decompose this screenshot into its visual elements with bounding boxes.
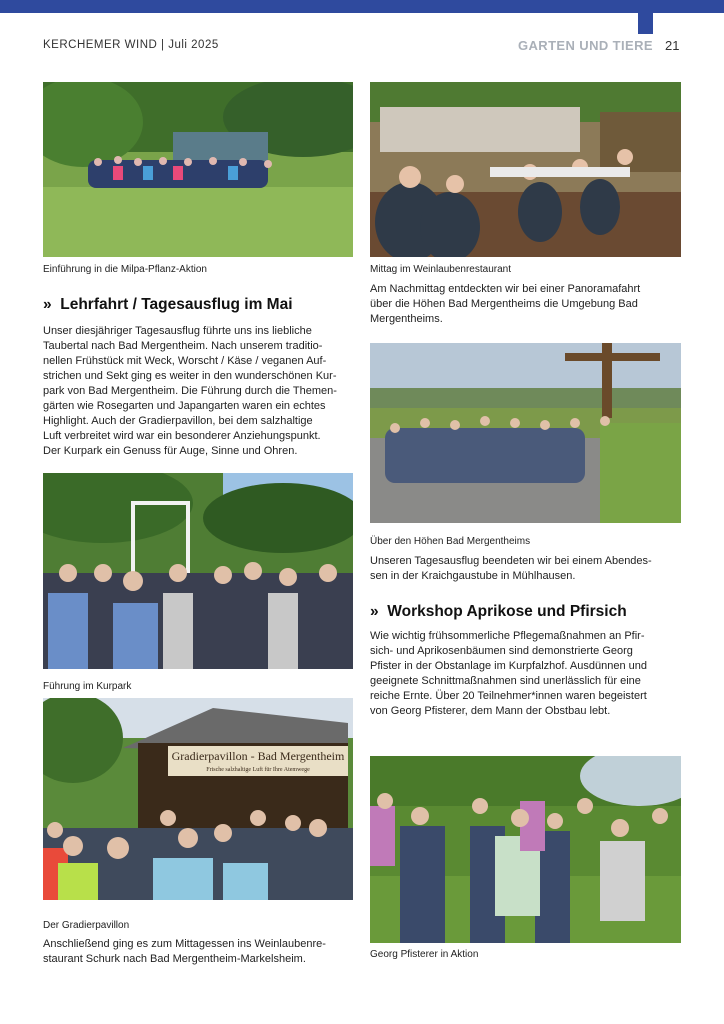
caption-pfisterer: Georg Pfisterer in Aktion	[370, 949, 479, 960]
article-body-closing	[370, 554, 681, 584]
text-line: über die Höhen Bad Mergentheims die Umgebung Bad	[370, 298, 638, 310]
text-line: geeignete Schnittmaßnahmen sind unerlässlich für eine	[370, 675, 641, 687]
text-line: park von Bad Mergentheim. Die Führung durch die Themen-	[43, 385, 337, 397]
photo-kurpark	[43, 473, 353, 669]
pavillon-sign-title: Gradierpavillon - Bad Mergentheim	[171, 749, 345, 763]
article-body-afternoon	[370, 282, 681, 327]
text-line: reiche Ernte. Über 20 Teilnehmer*innen waren begeistert	[370, 690, 647, 702]
photo-hoehen	[370, 343, 681, 523]
article-body-lehrfahrt	[43, 324, 353, 459]
text-line: Der Kurpark ein Genuss für Auge, Sinne und Ohren.	[43, 445, 298, 457]
text-line: Taubertal nach Bad Mergentheim. Nach unserem traditio-	[43, 340, 323, 352]
text-line: Luft verbreitet wird war ein besonderer Anziehungspunkt.	[43, 430, 321, 442]
section-title: GARTEN UND TIERE	[518, 38, 653, 53]
pavillon-sign-subtitle: Frische salzhaltige Luft für Ihre Atemwege	[206, 767, 310, 773]
heading-marker: »	[43, 296, 52, 313]
text-line: sen in der Kraichgaustube in Mühlhausen.	[370, 570, 576, 582]
text-line: Wie wichtig frühsommerliche Pflegemaßnahmen an Pfir-	[370, 630, 645, 642]
caption-hoehen: Über den Höhen Bad Mergentheims	[370, 536, 531, 547]
page-tab-marker	[638, 13, 653, 34]
text-line: Anschließend ging es zum Mittagessen ins Weinlaubenre-	[43, 938, 326, 950]
text-line: Highlight. Auch der Gradierpavillon, bei dem salzhaltige	[43, 415, 313, 427]
caption-milpa: Einführung in die Milpa-Pflanz-Aktion	[43, 264, 207, 275]
photo-milpa	[43, 82, 353, 257]
magazine-title: KERCHEMER WIND | Juli 2025	[43, 39, 219, 51]
text-line: von Georg Pfisterer, dem Mann der Obstbau lebt.	[370, 705, 611, 717]
top-accent-bar	[0, 0, 724, 13]
page-number: 21	[665, 38, 680, 53]
text-line: gärten wie Rosegarten und Japangarten waren ein echtes	[43, 400, 326, 412]
text-line: Mergentheims.	[370, 313, 443, 325]
heading-text: Lehrfahrt / Tagesausflug im Mai	[60, 296, 293, 313]
heading-marker: »	[370, 603, 379, 620]
article-body-lunch	[43, 937, 353, 967]
caption-kurpark: Führung im Kurpark	[43, 681, 132, 692]
caption-gradierpavillon: Der Gradierpavillon	[43, 920, 130, 931]
photo-weinlaube	[370, 82, 681, 257]
text-line: sich- und Aprikosenbäumen sind demonstrierte Georg	[370, 645, 633, 657]
photo-gradierpavillon	[43, 698, 353, 900]
text-line: Unseren Tagesausflug beendeten wir bei einem Abendes-	[370, 555, 652, 567]
caption-weinlaube: Mittag im Weinlaubenrestaurant	[370, 264, 511, 275]
text-line: Unser diesjähriger Tagesausflug führte uns ins liebliche	[43, 325, 312, 337]
heading-text: Workshop Aprikose und Pfirsich	[387, 603, 627, 620]
article-heading-lehrfahrt	[43, 296, 293, 314]
text-line: Pfister in der Obstanlage im Kurpfalzhof. Ausdünnen und	[370, 660, 648, 672]
text-line: nellen Frühstück mit Weck, Worscht / Käse / veganen Auf-	[43, 355, 327, 367]
text-line: strichen und Sekt ging es weiter in den wunderschönen Kur-	[43, 370, 337, 382]
article-heading-workshop	[370, 603, 627, 621]
text-line: staurant Schurk nach Bad Mergentheim-Markelsheim.	[43, 953, 306, 965]
photo-pfisterer	[370, 756, 681, 943]
article-body-workshop	[370, 629, 681, 719]
text-line: Am Nachmittag entdeckten wir bei einer Panoramafahrt	[370, 283, 641, 295]
